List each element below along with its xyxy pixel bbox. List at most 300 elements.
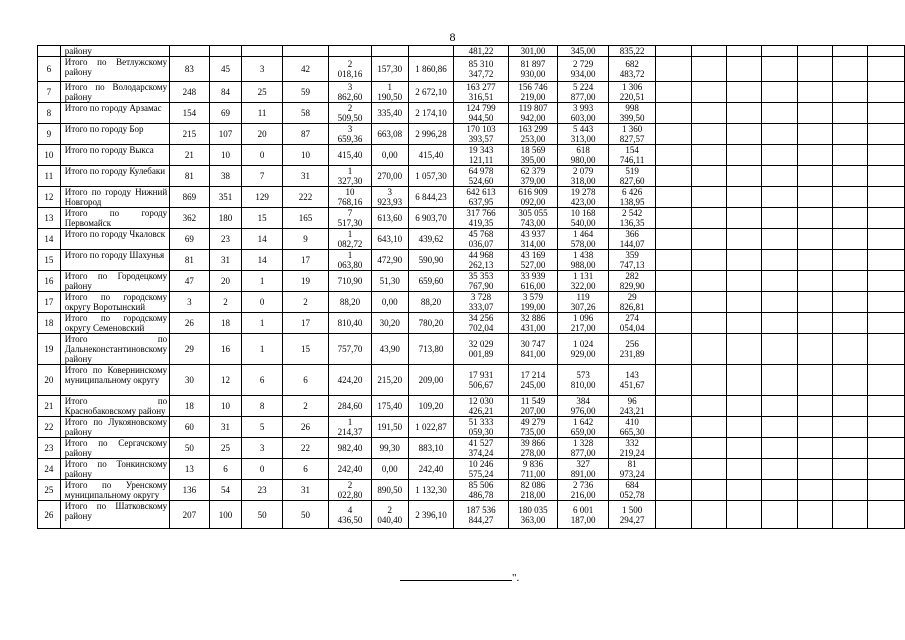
count-cell: 84 <box>209 82 242 103</box>
empty-cell <box>656 365 691 396</box>
empty-cell <box>833 124 868 145</box>
cell-line: 590,90 <box>418 255 444 265</box>
cell-line: 6 844,23 <box>415 192 447 202</box>
cell-line: 245,00 <box>520 380 546 390</box>
empty-cell <box>727 82 762 103</box>
table-row <box>38 103 905 124</box>
cell-line: 022,80 <box>337 490 363 500</box>
count-cell: 351 <box>209 187 242 208</box>
table-row <box>38 82 905 103</box>
row-name: Итого по Городецкому району <box>60 271 169 292</box>
count-cell <box>242 46 283 57</box>
cell-line: 7 <box>347 208 353 218</box>
cell-line: 10 168 <box>570 208 596 218</box>
amount-cell <box>608 501 656 529</box>
empty-cell <box>797 334 832 365</box>
row-number: 26 <box>38 501 61 529</box>
area-cell <box>329 187 372 208</box>
amount-cell <box>608 480 656 501</box>
amount-cell <box>508 103 558 124</box>
cell-line: 2 <box>387 504 393 515</box>
cell-line: 399,50 <box>619 113 645 123</box>
empty-cell <box>691 229 726 250</box>
empty-cell <box>656 271 691 292</box>
empty-cell <box>656 417 691 438</box>
area-cell <box>408 396 454 417</box>
empty-cell <box>833 292 868 313</box>
empty-cell <box>833 57 868 82</box>
cell-line: 3 728 <box>470 292 492 302</box>
cell-line: 436,50 <box>337 514 363 525</box>
empty-cell <box>833 46 868 57</box>
cell-line: 942,00 <box>520 113 546 123</box>
count-cell: 5 <box>242 417 283 438</box>
cell-line: 17 214 <box>520 370 546 380</box>
cell-line: 483,72 <box>619 69 645 79</box>
cell-line: 29 <box>627 292 637 302</box>
empty-cell <box>762 459 797 480</box>
empty-cell <box>797 365 832 396</box>
cell-line: 214,37 <box>337 427 363 437</box>
count-cell: 6 <box>282 459 328 480</box>
empty-cell <box>833 166 868 187</box>
cell-line: 359 <box>625 250 639 260</box>
cell-line: 347,72 <box>468 69 494 79</box>
count-cell: 60 <box>170 417 210 438</box>
row-number: 8 <box>38 103 61 124</box>
cell-line: 2 <box>347 103 353 113</box>
count-cell: 14 <box>242 229 283 250</box>
amount-cell <box>608 124 656 145</box>
count-cell: 47 <box>170 271 210 292</box>
cell-line: 976,00 <box>570 406 596 416</box>
area-cell <box>408 208 454 229</box>
cell-line: 216,00 <box>570 490 596 500</box>
count-cell: 16 <box>209 334 242 365</box>
empty-cell <box>727 145 762 166</box>
empty-cell <box>797 166 832 187</box>
empty-cell <box>762 187 797 208</box>
area-cell <box>329 438 372 459</box>
row-number: 18 <box>38 313 61 334</box>
empty-cell <box>833 480 868 501</box>
cell-line: 410 <box>625 417 639 427</box>
row-number: 20 <box>38 365 61 396</box>
amount-cell <box>608 166 656 187</box>
cell-line: 85 310 <box>468 59 494 69</box>
empty-cell <box>833 459 868 480</box>
cell-line: 423,00 <box>570 197 596 207</box>
row-name: Итого по городу Чкаловск <box>60 229 169 250</box>
empty-cell <box>727 459 762 480</box>
cell-line: 426,21 <box>468 406 494 416</box>
amount-cell <box>558 82 609 103</box>
cell-line: 187 536 <box>466 504 496 515</box>
cell-line: 19 278 <box>570 187 596 197</box>
empty-cell <box>868 103 905 124</box>
cell-line: 618 <box>576 145 590 155</box>
table-row <box>38 501 905 529</box>
cell-line: 682 <box>625 59 639 69</box>
cell-line: 883,10 <box>418 443 444 453</box>
cell-line: 262,13 <box>468 260 494 270</box>
count-cell: 31 <box>282 166 328 187</box>
cell-line: 187,00 <box>570 514 596 525</box>
empty-cell <box>727 208 762 229</box>
empty-cell <box>833 501 868 529</box>
amount-cell <box>608 250 656 271</box>
empty-cell <box>797 103 832 124</box>
cell-line: 1 <box>347 250 353 260</box>
area-cell <box>329 82 372 103</box>
cell-line: 81 897 <box>520 59 546 69</box>
amount-cell <box>454 459 508 480</box>
count-cell: 1 <box>242 334 283 365</box>
cell-line: 1 642 <box>572 417 594 427</box>
area-cell <box>329 271 372 292</box>
cell-line: 30 747 <box>520 339 546 349</box>
empty-cell <box>691 57 726 82</box>
cell-line: 616,00 <box>520 281 546 291</box>
amount-cell <box>608 396 656 417</box>
cell-line: 242,40 <box>337 464 363 474</box>
empty-cell <box>797 459 832 480</box>
count-cell: 17 <box>282 313 328 334</box>
amount-cell <box>454 334 508 365</box>
count-cell: 136 <box>170 480 210 501</box>
cell-line: 5 224 <box>572 82 594 92</box>
empty-cell <box>691 250 726 271</box>
cell-line: 613,60 <box>377 213 403 223</box>
empty-cell <box>868 365 905 396</box>
count-cell: 30 <box>170 365 210 396</box>
amount-cell <box>558 124 609 145</box>
cell-line: 988,00 <box>570 260 596 270</box>
amount-cell <box>558 501 609 529</box>
cell-line: 659,36 <box>337 134 363 144</box>
empty-cell <box>691 124 726 145</box>
empty-cell <box>797 271 832 292</box>
cell-line: 2 <box>347 480 353 490</box>
empty-cell <box>762 229 797 250</box>
cell-line: 218,00 <box>520 490 546 500</box>
cell-line: 637,95 <box>468 197 494 207</box>
cell-line: 663,08 <box>377 129 403 139</box>
area-cell <box>371 208 408 229</box>
row-number: 14 <box>38 229 61 250</box>
count-cell: 7 <box>242 166 283 187</box>
empty-cell <box>868 250 905 271</box>
row-number: 23 <box>38 438 61 459</box>
area-cell <box>408 438 454 459</box>
cell-line: 2 542 <box>621 208 643 218</box>
empty-cell <box>727 124 762 145</box>
cell-line: 829,90 <box>619 281 645 291</box>
cell-line: 3 <box>347 82 353 92</box>
empty-cell <box>762 396 797 417</box>
count-cell: 23 <box>242 480 283 501</box>
cell-line: 767,90 <box>468 281 494 291</box>
amount-cell <box>558 208 609 229</box>
empty-cell <box>727 292 762 313</box>
amount-cell <box>508 124 558 145</box>
cell-line: 451,67 <box>619 380 645 390</box>
amount-cell <box>454 145 508 166</box>
area-cell <box>371 229 408 250</box>
empty-cell <box>797 480 832 501</box>
area-cell <box>329 396 372 417</box>
empty-cell <box>868 480 905 501</box>
amount-cell <box>454 46 508 57</box>
cell-line: 877,00 <box>570 448 596 458</box>
count-cell: 29 <box>170 334 210 365</box>
cell-line: 345,00 <box>570 46 596 56</box>
row-name: Итого по Уренскому муниципальному округу <box>60 480 169 501</box>
empty-cell <box>691 396 726 417</box>
cell-line: 12 030 <box>468 396 494 406</box>
count-cell: 31 <box>282 480 328 501</box>
cell-line: 393,57 <box>468 134 494 144</box>
count-cell: 42 <box>282 57 328 82</box>
empty-cell <box>797 145 832 166</box>
area-cell <box>329 292 372 313</box>
cell-line: 180 035 <box>518 504 548 515</box>
row-number: 10 <box>38 145 61 166</box>
cell-line: 45 768 <box>468 229 494 239</box>
cell-line: 51,30 <box>379 276 400 286</box>
empty-cell <box>797 208 832 229</box>
count-cell: 26 <box>170 313 210 334</box>
empty-cell <box>868 292 905 313</box>
area-cell <box>329 459 372 480</box>
cell-line: 0,00 <box>381 297 398 307</box>
cell-line: 219,00 <box>520 92 546 102</box>
empty-cell <box>656 103 691 124</box>
cell-line: 082,72 <box>337 239 363 249</box>
count-cell: 215 <box>170 124 210 145</box>
cell-line: 835,22 <box>619 46 645 56</box>
cell-line: 930,00 <box>520 69 546 79</box>
cell-line: 2 <box>347 59 353 69</box>
cell-line: 175,40 <box>377 401 403 411</box>
cell-line: 43 937 <box>520 229 546 239</box>
count-cell: 50 <box>170 438 210 459</box>
cell-line: 844,27 <box>468 514 494 525</box>
cell-line: 659,60 <box>418 276 444 286</box>
cell-line: 1 057,30 <box>415 171 447 181</box>
cell-line: 333,07 <box>468 302 494 312</box>
count-cell <box>170 46 210 57</box>
cell-line: 439,62 <box>418 234 444 244</box>
cell-line: 44 968 <box>468 250 494 260</box>
table-row <box>38 166 905 187</box>
table-row <box>38 459 905 480</box>
cell-line: 746,11 <box>619 155 645 165</box>
cell-line: 3 <box>387 187 393 197</box>
amount-cell <box>608 57 656 82</box>
empty-cell <box>691 187 726 208</box>
empty-cell <box>797 396 832 417</box>
empty-cell <box>762 292 797 313</box>
empty-cell <box>868 82 905 103</box>
empty-cell <box>656 396 691 417</box>
area-cell <box>329 501 372 529</box>
amount-cell <box>558 46 609 57</box>
count-cell: 180 <box>209 208 242 229</box>
cell-line: 944,50 <box>468 113 494 123</box>
row-name: Итого по Володарскому району <box>60 82 169 103</box>
table-row <box>38 145 905 166</box>
empty-cell <box>762 417 797 438</box>
empty-cell <box>762 145 797 166</box>
empty-cell <box>833 103 868 124</box>
cell-line: 170 103 <box>466 124 496 134</box>
empty-cell <box>797 250 832 271</box>
empty-cell <box>762 57 797 82</box>
cell-line: 519 <box>625 166 639 176</box>
cell-line: 052,78 <box>619 490 645 500</box>
table-row <box>38 124 905 145</box>
area-cell <box>408 292 454 313</box>
cell-line: 157,30 <box>377 64 403 74</box>
count-cell: 59 <box>282 82 328 103</box>
cell-line: 1 096 <box>572 313 594 323</box>
amount-cell <box>508 57 558 82</box>
cell-line: 17 931 <box>468 370 494 380</box>
empty-cell <box>833 396 868 417</box>
cell-line: 49 279 <box>520 417 546 427</box>
row-number: 11 <box>38 166 61 187</box>
cell-line: 1 500 <box>621 504 643 515</box>
cell-line: 2 396,10 <box>415 509 447 520</box>
cell-line: 0,00 <box>381 150 398 160</box>
table-row <box>38 46 905 57</box>
empty-cell <box>656 480 691 501</box>
row-name: Итого по городскому округу Семеновский <box>60 313 169 334</box>
area-cell <box>371 292 408 313</box>
cell-line: 757,70 <box>337 344 363 354</box>
row-number: 24 <box>38 459 61 480</box>
count-cell: 6 <box>282 365 328 396</box>
amount-cell <box>558 365 609 396</box>
cell-line: 2 672,10 <box>415 87 447 97</box>
empty-cell <box>691 501 726 529</box>
area-cell <box>408 145 454 166</box>
empty-cell <box>868 229 905 250</box>
count-cell: 38 <box>209 166 242 187</box>
cell-line: 643,10 <box>377 234 403 244</box>
amount-cell <box>508 438 558 459</box>
amount-cell <box>558 417 609 438</box>
table-row <box>38 187 905 208</box>
amount-cell <box>508 396 558 417</box>
area-cell <box>329 208 372 229</box>
area-cell <box>371 313 408 334</box>
cell-line: 827,57 <box>619 134 645 144</box>
cell-line: 284,60 <box>337 401 363 411</box>
area-cell <box>408 57 454 82</box>
empty-cell <box>727 438 762 459</box>
area-cell <box>371 250 408 271</box>
cell-line: 415,40 <box>337 150 363 160</box>
empty-cell <box>691 438 726 459</box>
cell-line: 209,00 <box>418 375 444 385</box>
area-cell <box>371 82 408 103</box>
amount-cell <box>454 187 508 208</box>
area-cell <box>408 46 454 57</box>
area-cell <box>371 187 408 208</box>
cell-line: 1 <box>347 166 353 176</box>
amount-cell <box>558 166 609 187</box>
cell-line: 33 939 <box>520 271 546 281</box>
area-cell <box>329 334 372 365</box>
row-name: Итого по Дальнеконстантиновскому району <box>60 334 169 365</box>
count-cell: 0 <box>242 145 283 166</box>
empty-cell <box>833 250 868 271</box>
amount-cell <box>558 459 609 480</box>
empty-cell <box>797 417 832 438</box>
cell-line: 124 799 <box>466 103 496 113</box>
row-number: 7 <box>38 82 61 103</box>
amount-cell <box>608 46 656 57</box>
amount-cell <box>508 145 558 166</box>
amount-cell <box>608 229 656 250</box>
cell-line: 154 <box>625 145 639 155</box>
cell-line: 603,00 <box>570 113 596 123</box>
cell-line: 81 <box>627 459 637 469</box>
cell-line: 713,80 <box>418 344 444 354</box>
amount-cell <box>558 292 609 313</box>
empty-cell <box>762 438 797 459</box>
empty-cell <box>727 229 762 250</box>
amount-cell <box>558 438 609 459</box>
cell-line: 121,11 <box>468 155 494 165</box>
cell-line: 32 886 <box>520 313 546 323</box>
empty-cell <box>691 46 726 57</box>
area-cell <box>408 103 454 124</box>
count-cell: 8 <box>242 396 283 417</box>
area-cell <box>371 166 408 187</box>
empty-cell <box>727 365 762 396</box>
amount-cell <box>508 417 558 438</box>
amount-cell <box>508 229 558 250</box>
amount-cell <box>558 271 609 292</box>
amount-cell <box>608 187 656 208</box>
amount-cell <box>508 313 558 334</box>
amount-cell <box>558 250 609 271</box>
cell-line: 3 993 <box>572 103 594 113</box>
empty-cell <box>797 313 832 334</box>
cell-line: 980,00 <box>570 155 596 165</box>
empty-cell <box>762 166 797 187</box>
row-name: Итого по городу Шахунья <box>60 250 169 271</box>
empty-cell <box>727 396 762 417</box>
empty-cell <box>656 292 691 313</box>
amount-cell <box>558 480 609 501</box>
cell-line: 313,00 <box>570 134 596 144</box>
table-row <box>38 396 905 417</box>
empty-cell <box>797 187 832 208</box>
empty-cell <box>868 438 905 459</box>
empty-cell <box>727 271 762 292</box>
cell-line: 1 438 <box>572 250 594 260</box>
count-cell: 207 <box>170 501 210 529</box>
cell-line: 163 299 <box>518 124 548 134</box>
empty-cell <box>833 82 868 103</box>
cell-line: 220,51 <box>619 92 645 102</box>
empty-cell <box>656 250 691 271</box>
table-row <box>38 57 905 82</box>
